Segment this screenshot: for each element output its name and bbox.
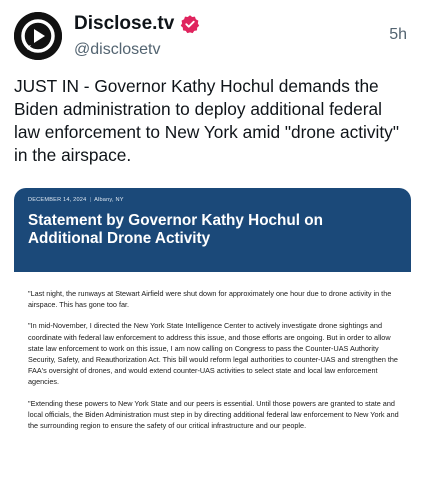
author-handle[interactable]: @disclosetv: [74, 41, 161, 58]
statement-banner: [14, 188, 411, 272]
attached-image[interactable]: [14, 188, 411, 500]
verified-badge-icon: [180, 14, 200, 34]
statement-body: [28, 288, 400, 441]
meta-separator: |: [89, 197, 92, 203]
statement-date: DECEMBER 14, 2024: [28, 197, 87, 203]
name-row: [74, 12, 200, 36]
author-name[interactable]: Disclose.tv: [74, 13, 175, 34]
disclose-play-logo-icon: [14, 12, 62, 60]
avatar[interactable]: [14, 12, 62, 60]
statement-title: Statement by Governor Kathy Hochul on Additional Drone Activity: [28, 212, 323, 247]
statement-meta: [28, 197, 124, 203]
post-text: JUST IN - Governor Kathy Hochul demands the Biden administration to deploy additional federal law enforcement to New York amid "drone activity" in the airspace.: [14, 76, 399, 165]
post-timestamp[interactable]: 5h: [389, 26, 407, 43]
author-block: [74, 12, 200, 59]
statement-paragraph: "Extending these powers to New York State and our peers is essential. Until those powers are granted to state and local officials, the Biden Administration must step in by directing additional federal law enforcement to New York and the surrounding region to ensure the safety of our critical infrastructure and our people.: [28, 398, 399, 431]
statement-location: Albany, NY: [94, 197, 124, 203]
statement-paragraph: "Last night, the runways at Stewart Airfield were shut down for approximately one hour due to drone activity in the airspace. This has gone too far.: [28, 289, 392, 310]
post-header: [14, 10, 411, 62]
statement-paragraph: "In mid-November, I directed the New York State Intelligence Center to actively investigate drone sightings and coordinate with federal law enforcement to address this issue, and those efforts are ongoing. But in order to allow state law enforcement to work on this issue, I am now calling on Congress to pass the Counter-UAS Authority Security, Safety, and Reauthorization Act. This bill would reform legal authorities to counter-UAS and strengthen the FAA's oversight of drones, and would extend counter-UAS activities to select state and local law enforcement agencies.: [28, 321, 398, 387]
